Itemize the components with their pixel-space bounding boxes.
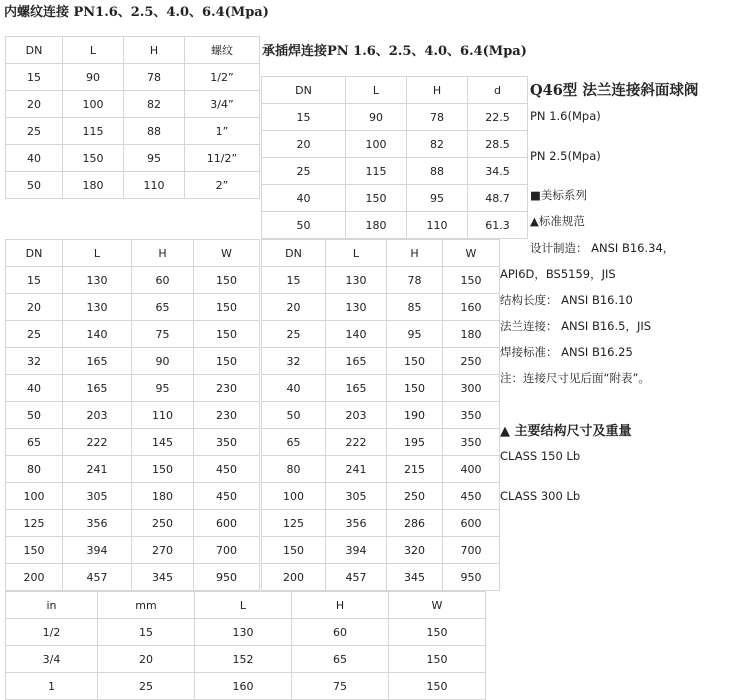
column-header: DN [262, 240, 326, 267]
table-cell: 125 [6, 510, 63, 537]
table-cell: 50 [262, 212, 346, 239]
table-cell: 145 [132, 429, 194, 456]
pn-rating-2: PN 2.5(Mpa) [530, 149, 601, 163]
valve-title: Q46型 法兰连接斜面球阀 [530, 82, 699, 99]
column-header: d [468, 77, 528, 104]
thread-dimension-table [5, 36, 260, 199]
table-row [262, 294, 500, 321]
dimensions-heading: ▲ 主要结构尺寸及重量 [500, 424, 632, 439]
table-cell: 95 [124, 145, 185, 172]
table-cell: 150 [132, 456, 194, 483]
table-cell: 160 [195, 673, 292, 700]
table-cell: 150 [262, 537, 326, 564]
table-row [6, 402, 260, 429]
table-cell: 75 [132, 321, 194, 348]
table-cell: 450 [443, 483, 500, 510]
table-cell: 100 [346, 131, 407, 158]
table-row [6, 564, 260, 591]
column-header: DN [262, 77, 346, 104]
connection-note: 注：连接尺寸见后面“附表”。 [500, 371, 650, 385]
table-cell: 115 [346, 158, 407, 185]
table-cell: 165 [326, 375, 387, 402]
length-standard: 结构长度： ANSI B16.10 [500, 293, 633, 307]
table-cell: 22.5 [468, 104, 528, 131]
table-cell: 25 [98, 673, 195, 700]
table-cell: 60 [292, 619, 389, 646]
standard-label: ▲标准规范 [530, 214, 585, 228]
table-cell: 150 [194, 321, 260, 348]
table-cell: 25 [6, 321, 63, 348]
table-cell: 95 [387, 321, 443, 348]
table-cell: 250 [443, 348, 500, 375]
table-cell: 241 [326, 456, 387, 483]
table-cell: 150 [346, 185, 407, 212]
table-row [262, 104, 528, 131]
column-header: L [346, 77, 407, 104]
table-cell: 250 [132, 510, 194, 537]
table-cell: 150 [389, 673, 486, 700]
table-row [6, 64, 260, 91]
table-cell: 32 [262, 348, 326, 375]
table-cell: 130 [326, 267, 387, 294]
table-cell: 215 [387, 456, 443, 483]
table-cell: 28.5 [468, 131, 528, 158]
table-cell: 100 [63, 91, 124, 118]
table-cell: 152 [195, 646, 292, 673]
table-row [6, 118, 260, 145]
table-row [262, 510, 500, 537]
table-row [6, 172, 260, 199]
table-cell: 345 [387, 564, 443, 591]
table-cell: 250 [387, 483, 443, 510]
table-cell: 15 [6, 267, 63, 294]
table-cell: 110 [132, 402, 194, 429]
column-header: H [132, 240, 194, 267]
column-header: H [124, 37, 185, 64]
table-row [262, 564, 500, 591]
table-cell: 40 [6, 145, 63, 172]
table-cell: 11/2” [185, 145, 260, 172]
table-cell: 50 [6, 402, 63, 429]
table-row [6, 321, 260, 348]
table-cell: 150 [194, 267, 260, 294]
table-cell: 1 [6, 673, 98, 700]
table-cell: 100 [6, 483, 63, 510]
table-cell: 20 [262, 294, 326, 321]
table-cell: 40 [6, 375, 63, 402]
table-row [262, 267, 500, 294]
table-cell: 150 [6, 537, 63, 564]
table-cell: 203 [63, 402, 132, 429]
table-row [6, 91, 260, 118]
table-cell: 130 [195, 619, 292, 646]
table-cell: 190 [387, 402, 443, 429]
table-cell: 130 [326, 294, 387, 321]
weld-standard: 焊接标准： ANSI B16.25 [500, 345, 633, 359]
table-cell: 100 [262, 483, 326, 510]
table-cell: 60 [132, 267, 194, 294]
table-cell: 80 [6, 456, 63, 483]
table-cell: 80 [262, 456, 326, 483]
column-header: DN [6, 240, 63, 267]
header-row [262, 240, 500, 267]
table-cell: 15 [98, 619, 195, 646]
table-row [262, 402, 500, 429]
table-cell: 125 [262, 510, 326, 537]
table-cell: 130 [63, 294, 132, 321]
class-150-label: CLASS 150 Lb [500, 449, 581, 463]
table-cell: 20 [98, 646, 195, 673]
table-cell: 65 [6, 429, 63, 456]
table-cell: 90 [63, 64, 124, 91]
flange-class150-table [5, 239, 260, 591]
table-cell: 140 [326, 321, 387, 348]
table-row [6, 145, 260, 172]
table-cell: 305 [326, 483, 387, 510]
inch-dimension-table [5, 591, 486, 700]
table-row [6, 646, 486, 673]
table-cell: 350 [443, 402, 500, 429]
table-cell: 165 [63, 348, 132, 375]
table-cell: 450 [194, 456, 260, 483]
table-cell: 32 [6, 348, 63, 375]
table-cell: 394 [326, 537, 387, 564]
table-cell: 2” [185, 172, 260, 199]
table-cell: 110 [407, 212, 468, 239]
class-300-label: CLASS 300 Lb [500, 489, 581, 503]
table-cell: 115 [63, 118, 124, 145]
table-cell: 90 [132, 348, 194, 375]
header-row [6, 592, 486, 619]
table-cell: 350 [443, 429, 500, 456]
table-cell: 75 [292, 673, 389, 700]
table-row [6, 429, 260, 456]
table-cell: 150 [389, 619, 486, 646]
header-row [6, 240, 260, 267]
table-row [6, 375, 260, 402]
table-cell: 34.5 [468, 158, 528, 185]
table-cell: 150 [387, 348, 443, 375]
table-cell: 95 [132, 375, 194, 402]
column-header: L [63, 37, 124, 64]
table-row [6, 294, 260, 321]
column-header: in [6, 592, 98, 619]
table-cell: 600 [443, 510, 500, 537]
table-cell: 3/4” [185, 91, 260, 118]
table-cell: 320 [387, 537, 443, 564]
table-cell: 241 [63, 456, 132, 483]
column-header: mm [98, 592, 195, 619]
table-cell: 203 [326, 402, 387, 429]
table-row [6, 483, 260, 510]
table-row [262, 321, 500, 348]
table-cell: 700 [194, 537, 260, 564]
table-row [262, 212, 528, 239]
table-cell: 25 [262, 158, 346, 185]
table-row [6, 456, 260, 483]
table-cell: 222 [63, 429, 132, 456]
table-cell: 82 [124, 91, 185, 118]
column-header: W [389, 592, 486, 619]
table-cell: 165 [326, 348, 387, 375]
table-row [6, 510, 260, 537]
table-row [262, 185, 528, 212]
table-cell: 88 [407, 158, 468, 185]
table-cell: 200 [6, 564, 63, 591]
table-row [6, 348, 260, 375]
table-row [6, 619, 486, 646]
table-row [262, 537, 500, 564]
table-cell: 150 [194, 348, 260, 375]
table-row [262, 456, 500, 483]
table-cell: 950 [194, 564, 260, 591]
table-row [6, 673, 486, 700]
table-cell: 130 [63, 267, 132, 294]
table-cell: 356 [63, 510, 132, 537]
table-cell: 95 [407, 185, 468, 212]
column-header: W [194, 240, 260, 267]
table-cell: 222 [326, 429, 387, 456]
table-cell: 700 [443, 537, 500, 564]
table-cell: 165 [63, 375, 132, 402]
table-cell: 40 [262, 375, 326, 402]
table-row [262, 131, 528, 158]
table-row [262, 429, 500, 456]
table-cell: 230 [194, 402, 260, 429]
table-cell: 270 [132, 537, 194, 564]
table-cell: 50 [262, 402, 326, 429]
table-cell: 180 [63, 172, 124, 199]
column-header: DN [6, 37, 63, 64]
table-cell: 140 [63, 321, 132, 348]
socket-weld-heading: 承插焊连接PN 1.6、2.5、4.0、6.4(Mpa) [262, 44, 527, 59]
series-label: ■美标系列 [530, 188, 587, 202]
table-cell: 286 [387, 510, 443, 537]
table-cell: 345 [132, 564, 194, 591]
header-row [262, 77, 528, 104]
table-row [262, 375, 500, 402]
table-cell: 48.7 [468, 185, 528, 212]
table-cell: 300 [443, 375, 500, 402]
table-cell: 20 [6, 91, 63, 118]
table-cell: 3/4 [6, 646, 98, 673]
table-cell: 78 [124, 64, 185, 91]
table-cell: 82 [407, 131, 468, 158]
table-cell: 65 [292, 646, 389, 673]
table-cell: 65 [132, 294, 194, 321]
column-header: W [443, 240, 500, 267]
column-header: L [326, 240, 387, 267]
table-cell: 85 [387, 294, 443, 321]
table-cell: 88 [124, 118, 185, 145]
table-cell: 40 [262, 185, 346, 212]
column-header: H [387, 240, 443, 267]
table-row [262, 158, 528, 185]
table-cell: 65 [262, 429, 326, 456]
table-cell: 15 [6, 64, 63, 91]
table-cell: 180 [132, 483, 194, 510]
table-cell: 160 [443, 294, 500, 321]
table-cell: 600 [194, 510, 260, 537]
flange-class300-table [261, 239, 500, 591]
design-standard: 设计制造： ANSI B16.34， [530, 241, 675, 255]
column-header: H [407, 77, 468, 104]
table-cell: 950 [443, 564, 500, 591]
table-cell: 350 [194, 429, 260, 456]
table-cell: 400 [443, 456, 500, 483]
flange-standard: 法兰连接： ANSI B16.5，JIS [500, 319, 652, 333]
table-cell: 25 [262, 321, 326, 348]
table-cell: 457 [326, 564, 387, 591]
table-cell: 200 [262, 564, 326, 591]
table-cell: 180 [346, 212, 407, 239]
table-cell: 20 [262, 131, 346, 158]
header-row [6, 37, 260, 64]
socket-weld-dimension-table [261, 76, 528, 239]
thread-connection-heading: 内螺纹连接 PN1.6、2.5、4.0、6.4(Mpa) [4, 5, 269, 20]
table-cell: 450 [194, 483, 260, 510]
table-cell: 25 [6, 118, 63, 145]
table-cell: 1” [185, 118, 260, 145]
table-cell: 15 [262, 104, 346, 131]
table-cell: 90 [346, 104, 407, 131]
table-cell: 150 [387, 375, 443, 402]
table-cell: 356 [326, 510, 387, 537]
table-cell: 305 [63, 483, 132, 510]
table-cell: 457 [63, 564, 132, 591]
column-header: H [292, 592, 389, 619]
table-cell: 1/2” [185, 64, 260, 91]
table-row [6, 267, 260, 294]
table-cell: 1/2 [6, 619, 98, 646]
api-standard: API6D，BS5159，JIS [500, 267, 616, 281]
table-cell: 150 [194, 294, 260, 321]
table-row [6, 537, 260, 564]
table-cell: 195 [387, 429, 443, 456]
table-cell: 394 [63, 537, 132, 564]
table-cell: 50 [6, 172, 63, 199]
table-cell: 78 [407, 104, 468, 131]
table-cell: 150 [443, 267, 500, 294]
table-cell: 110 [124, 172, 185, 199]
table-cell: 15 [262, 267, 326, 294]
table-cell: 78 [387, 267, 443, 294]
table-cell: 150 [389, 646, 486, 673]
table-row [262, 483, 500, 510]
table-cell: 180 [443, 321, 500, 348]
table-cell: 20 [6, 294, 63, 321]
table-row [262, 348, 500, 375]
column-header: L [63, 240, 132, 267]
pn-rating-1: PN 1.6(Mpa) [530, 109, 601, 123]
table-cell: 61.3 [468, 212, 528, 239]
table-cell: 230 [194, 375, 260, 402]
column-header: L [195, 592, 292, 619]
table-cell: 150 [63, 145, 124, 172]
column-header: 螺纹 [185, 37, 260, 64]
